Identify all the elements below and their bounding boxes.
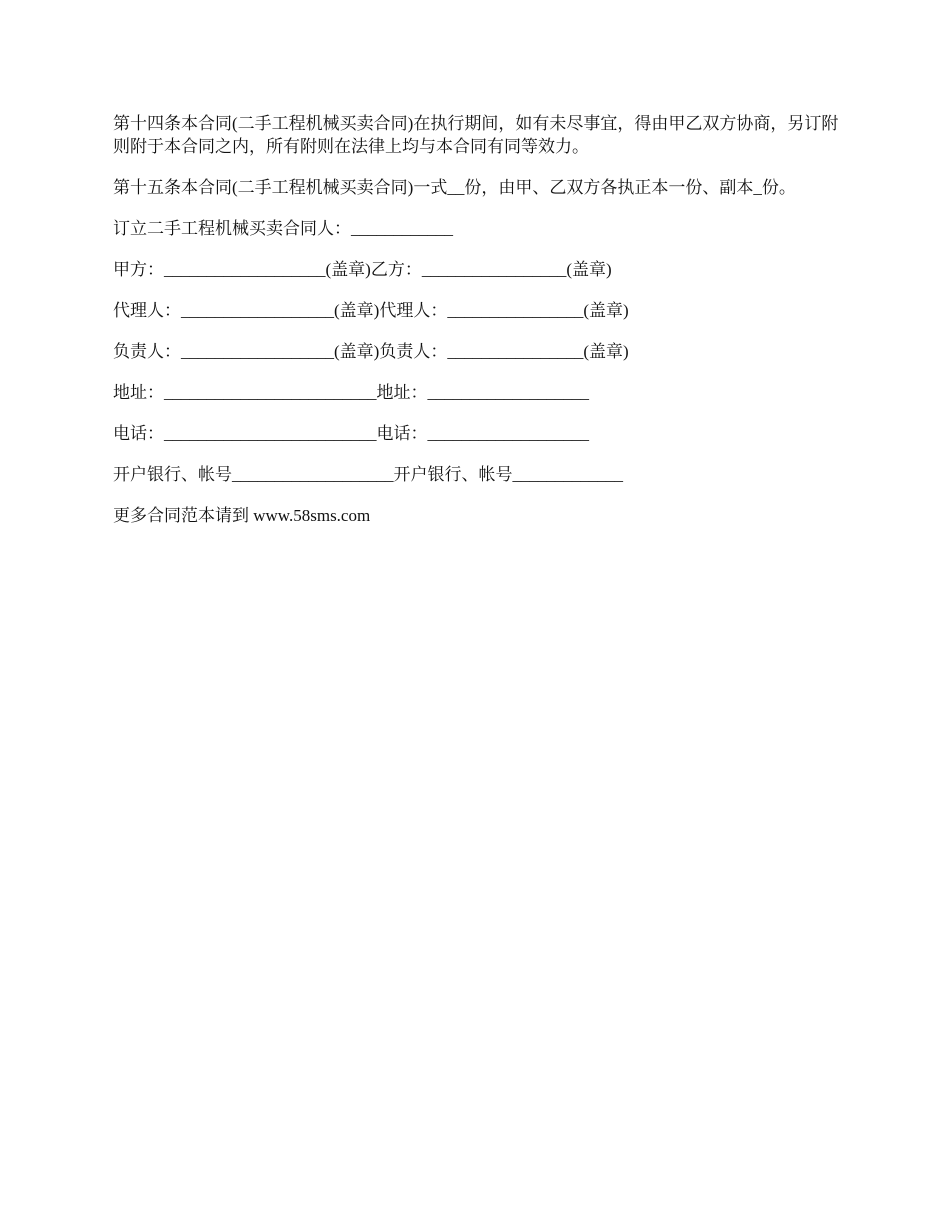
- clause-15: 第十五条本合同(二手工程机械买卖合同)一式__份，由甲、乙双方各执正本一份、副本_份。: [113, 178, 796, 197]
- bank-line: 开户银行、帐号___________________开户银行、帐号_____________: [113, 465, 623, 484]
- document-page: [113, 112, 843, 545]
- clause-14: 第十四条本合同(二手工程机械买卖合同)在执行期间，如有未尽事宜，得由甲乙双方协商，另订附则附于本合同之内，所有附则在法律上均与本合同有同等效力。: [113, 114, 839, 156]
- party-line: 甲方：___________________(盖章)乙方：_________________(盖章): [113, 260, 612, 279]
- phone-line: 电话：_________________________电话：___________________: [113, 424, 589, 443]
- agent-line: 代理人：__________________(盖章)代理人：________________(盖章): [113, 301, 629, 320]
- principal-line: 负责人：__________________(盖章)负责人：________________(盖章): [113, 342, 629, 361]
- signatory-line: 订立二手工程机械买卖合同人：____________: [113, 219, 453, 238]
- footer-more-link: 更多合同范本请到 www.58sms.com: [113, 506, 371, 525]
- address-line: 地址：_________________________地址：___________________: [113, 383, 589, 402]
